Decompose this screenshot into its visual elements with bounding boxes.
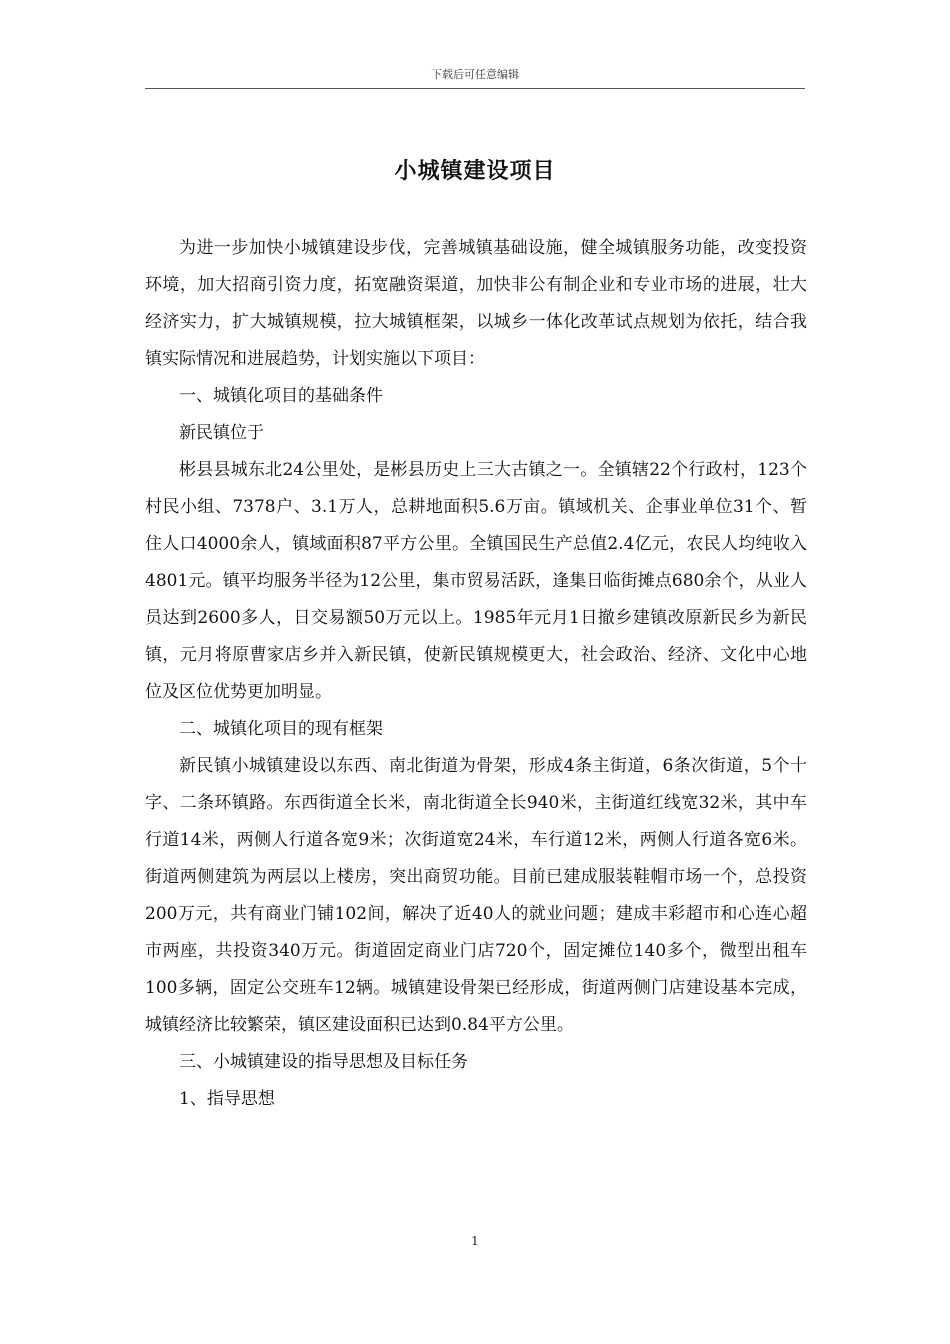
subsection-heading-guiding-thought: 1、指导思想	[179, 1089, 275, 1109]
section-heading-guiding-ideology: 三、小城镇建设的指导思想及目标任务	[179, 1052, 468, 1072]
document-body	[145, 230, 807, 1118]
section-heading-basic-conditions: 一、城镇化项目的基础条件	[179, 386, 383, 406]
framework-paragraph: 新民镇小城镇建设以东西、南北街道为骨架，形成4条主街道，6条次街道，5个十字、二条环镇路。东西街道全长米，南北街道全长940米，主街道红线宽32米，其中车行道14米，两侧人行道各宽9米；次街道宽24米，车行道12米，两侧人行道各宽6米。街道两侧建筑为两层以上楼房，突出商贸功能。目前已建成服装鞋帽市场一个，总投资200万元，共有商业门铺102间，解决了近40人的就业问题；建成丰彩超市和心连心超市两座，共投资340万元。街道固定商业门店720个，固定摊位140多个，微型出租车100多辆，固定公交班车12辆。城镇建设骨架已经形成，街道两侧门店建设基本完成，城镇经济比较繁荣，镇区建设面积已达到0.84平方公里。	[145, 756, 807, 1035]
overview-paragraph: 彬县县城东北24公里处，是彬县历史上三大古镇之一。全镇辖22个行政村，123个村民小组、7378户、3.1万人，总耕地面积5.6万亩。镇域机关、企事业单位31个、暂住人口4000余人，镇域面积87平方公里。全镇国民生产总值2.4亿元，农民人均纯收入4801元。镇平均服务半径为12公里，集市贸易活跃，逢集日临街摊点680余个，从业人员达到2600多人，日交易额50万元以上。1985年元月1日撤乡建镇改原新民乡为新民镇，元月将原曹家店乡并入新民镇，使新民镇规模更大，社会政治、经济、文化中心地位及区位优势更加明显。	[145, 460, 807, 702]
header-divider	[145, 88, 805, 89]
location-paragraph: 新民镇位于	[179, 423, 264, 443]
intro-paragraph: 为进一步加快小城镇建设步伐，完善城镇基础设施，健全城镇服务功能，改变投资环境，加大招商引资力度，拓宽融资渠道，加快非公有制企业和专业市场的进展，壮大经济实力，扩大城镇规模，拉大城镇框架，以城乡一体化改革试点规划为依托，结合我镇实际情况和进展趋势，计划实施以下项目：	[145, 238, 807, 369]
section-heading-existing-framework: 二、城镇化项目的现有框架	[179, 719, 383, 739]
header-note: 下载后可任意编辑	[431, 68, 519, 81]
page-number: 1	[471, 1234, 479, 1248]
document-title: 小城镇建设项目	[394, 159, 556, 184]
